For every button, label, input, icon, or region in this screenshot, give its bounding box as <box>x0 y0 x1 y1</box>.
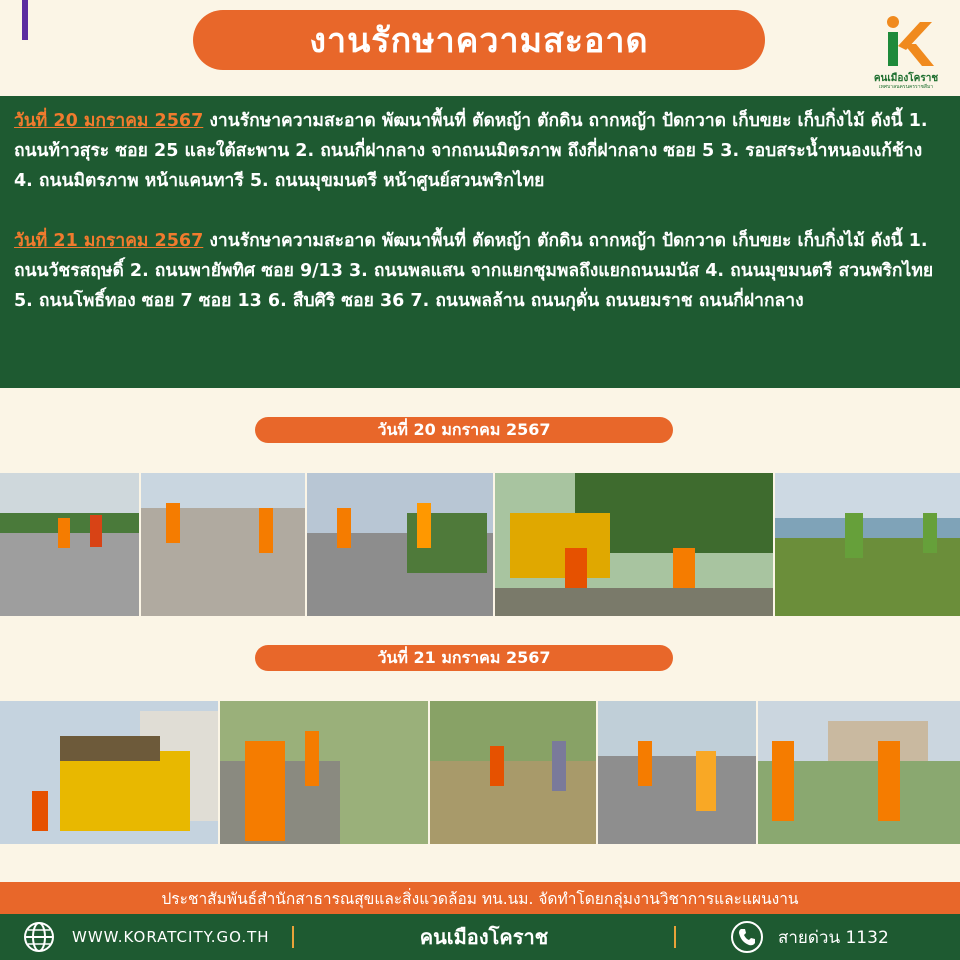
phone-icon <box>730 920 764 954</box>
cleanup-photo <box>758 701 960 844</box>
logo-k-icon <box>876 14 936 70</box>
photo-row <box>0 473 960 616</box>
cleanup-photo <box>598 701 756 844</box>
page-title: งานรักษาความสะอาด <box>193 10 765 70</box>
footer-credit: ประชาสัมพันธ์สำนักสาธารณสุขและสิ่งแวดล้อม ทน.นม. จัดทำโดยกลุ่มงานวิชาการและแผนงาน <box>0 882 960 914</box>
accent-bar <box>22 0 28 40</box>
city-logo <box>866 14 946 94</box>
report-panel <box>0 96 960 388</box>
divider <box>674 926 676 948</box>
logo-subcaption: เทศบาลนครนครราชสีมา <box>878 84 934 90</box>
cleanup-photo <box>495 473 773 616</box>
website-link[interactable]: WWW.KORATCITY.GO.TH <box>72 928 270 946</box>
cleanup-photo <box>220 701 428 844</box>
report-date: วันที่ 20 มกราคม 2567 <box>14 111 204 131</box>
cleanup-photo <box>0 701 218 844</box>
cleanup-photo <box>141 473 305 616</box>
cleanup-photo <box>307 473 493 616</box>
cleanup-photo <box>775 473 960 616</box>
hotline[interactable]: สายด่วน 1132 <box>778 927 889 948</box>
brand-name: คนเมืองโคราช <box>419 925 549 949</box>
section-label: วันที่ 20 มกราคม 2567 <box>255 417 673 443</box>
footer-bar <box>0 914 960 960</box>
cleanup-photo <box>0 473 139 616</box>
photo-row <box>0 701 960 844</box>
report-date: วันที่ 21 มกราคม 2567 <box>14 231 204 251</box>
report-text: งานรักษาความสะอาด พัฒนาพื้นที่ ตัดหญ้า ตักดิน ถากหญ้า ปัดกวาด เก็บขยะ เก็บกิ่งไม้ ดังนี้ 1. ถนนท้าวสุระ ซอย 25 และใต้สะพาน 2. ถนนกี่ฝากลาง จากถนนมิตรภาพ ถึงกี่ฝากลาง ซอย 5 3. รอบสระน้ำหนองแก้ช้าง 4. ถนนมิตรภาพ หน้าแคนทารี 5. ถนนมุขมนตรี หน้าศูนย์สวนพริกไทย <box>14 111 928 191</box>
logo-caption: คนเมืองโคราช <box>873 73 939 84</box>
globe-icon <box>22 920 56 954</box>
report-paragraph <box>14 226 946 316</box>
section-label: วันที่ 21 มกราคม 2567 <box>255 645 673 671</box>
cleanup-photo <box>430 701 596 844</box>
report-text: งานรักษาความสะอาด พัฒนาพื้นที่ ตัดหญ้า ตักดิน ถากหญ้า ปัดกวาด เก็บขยะ เก็บกิ่งไม้ ดังนี้ 1. ถนนวัชรสฤษดิ์ 2. ถนนพายัพทิศ ซอย 9/13 3. ถนนพลแสน จากแยกชุมพลถึงแยกถนนมนัส 4. ถนนมุขมนตรี สวนพริกไทย 5. ถนนโพธิ์ทอง ซอย 7 ซอย 13 6. สืบศิริ ซอย 36 7. ถนนพลล้าน ถนนกุดั่น ถนนยมราช ถนนกี่ฝากลาง <box>14 231 934 311</box>
report-paragraph <box>14 106 946 196</box>
